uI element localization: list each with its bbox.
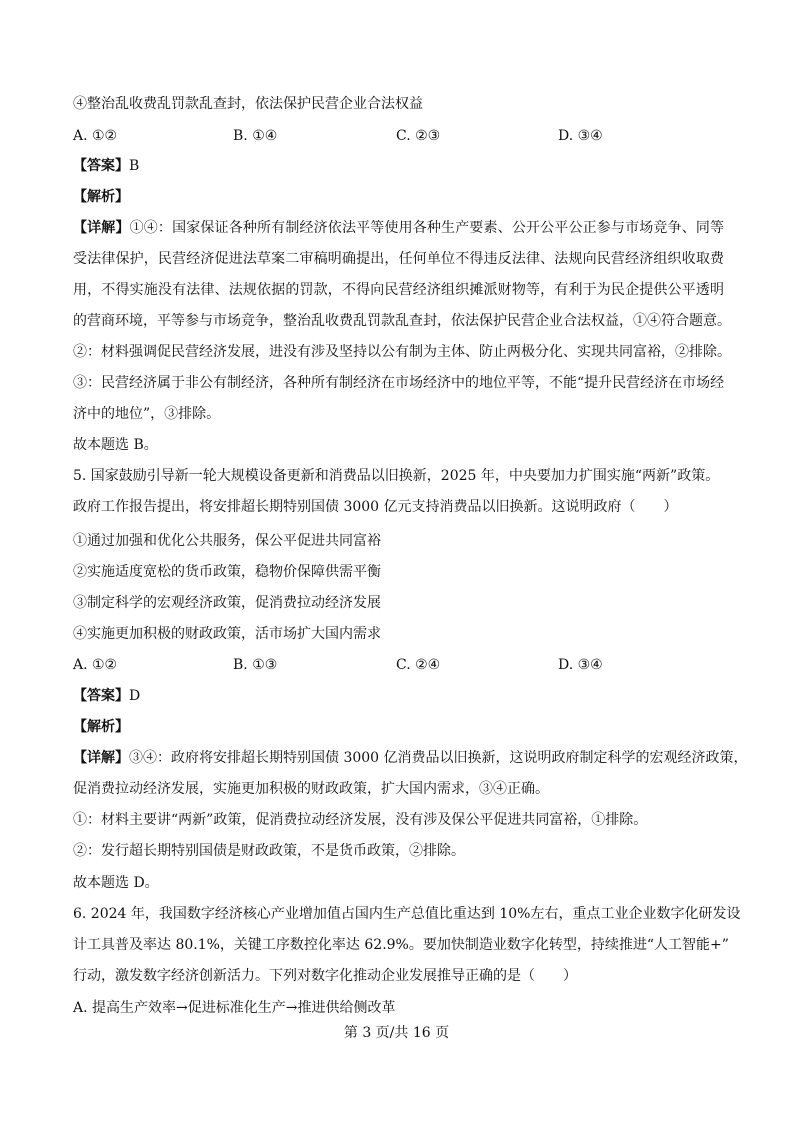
q5-stem-line-1: 5. 国家鼓励引导新一轮大规模设备更新和消费品以旧换新，2025 年，中央要加力扩围实施“两新”政策。 <box>73 468 720 484</box>
answer-value: B <box>129 158 140 174</box>
q4-note-3-line-1: ③：民营经济属于非公有制经济，各种所有制经济在市场经济中的地位平等，不能“提升民营经济在市场经 <box>73 375 725 391</box>
q4-option-b: B. ①④ <box>233 128 278 144</box>
q4-detail-line-4: 的营商环境，平等参与市场竞争，整治乱收费乱罚款乱查封，依法保护民营企业合法权益，①④符合题意。 <box>73 313 731 329</box>
q6-option-a: A. 提高生产效率→促进标准化生产→推进供给侧改革 <box>73 1000 396 1016</box>
q5-note-1: ①：材料主要讲“两新”政策，促消费拉动经济发展，没有涉及保公平促进共同富裕，①排除。 <box>73 812 648 828</box>
q5-option-c: C. ②④ <box>396 657 441 673</box>
q5-detail-line-2: 促消费拉动经济发展，实施更加积极的财政政策，扩大国内需求，③④正确。 <box>73 781 549 797</box>
q5-conclusion: 故本题选 D。 <box>73 875 159 891</box>
q6-stem-line-2: 计工具普及率达 80.1%，关键工序数控化率达 62.9%。要加快制造业数字化转型，持续推进“人工智能+” <box>73 937 729 953</box>
q5-stem-line-2: 政府工作报告提出，将安排超长期特别国债 3000 亿元支持消费品以旧换新。这说明政府（ ） <box>73 499 678 515</box>
q4-conclusion: 故本题选 B。 <box>73 437 158 453</box>
detail-tag: 【详解】 <box>73 220 130 236</box>
q4-option-a: A. ①② <box>73 128 118 144</box>
q5-analysis-heading <box>73 717 129 737</box>
analysis-tag: 【解析】 <box>73 189 129 205</box>
analysis-tag: 【解析】 <box>73 719 129 735</box>
q4-answer <box>73 156 139 176</box>
q4-item-4: ④整治乱收费乱罚款乱查封，依法保护民营企业合法权益 <box>73 96 423 112</box>
q4-detail-line-2: 受法律保护，民营经济促进法草案二审稿明确提出，任何单位不得违反法律、法规向民营经济组织收取费 <box>73 251 724 267</box>
q4-detail-line-1: 【详解】①④：国家保证各种所有制经济依法平等使用各种生产要素、公开公平公正参与市场竞争、同等 <box>73 220 725 236</box>
q5-answer <box>73 686 140 706</box>
q4-note-2: ②：材料强调促民营经济发展，进没有涉及坚持以公有制为主体、防止两极分化、实现共同富裕，②排除。 <box>73 344 731 360</box>
q5-option-d: D. ③④ <box>558 657 603 673</box>
q6-stem-line-1: 6. 2024 年，我国数字经济核心产业增加值占国内生产总值比重达到 10%左右，重点工业企业数字化研发设 <box>73 906 741 922</box>
q5-item-1: ①通过加强和优化公共服务，保公平促进共同富裕 <box>73 533 381 549</box>
answer-tag: 【答案】 <box>73 688 129 704</box>
q4-detail-line-3: 用，不得实施没有法律、法规依据的罚款，不得向民营经济组织摊派财物等，有利于为民企提供公平透明 <box>73 282 724 298</box>
page-number-footer: 第 3 页/共 16 页 <box>343 1025 450 1041</box>
q5-note-2: ②：发行超长期特别国债是财政政策，不是货币政策，②排除。 <box>73 843 465 859</box>
q5-item-3: ③制定科学的宏观经济政策，促消费拉动经济发展 <box>73 595 381 611</box>
q6-stem-line-3: 行动，激发数字经济创新活力。下列对数字化推动企业发展推导正确的是（ ） <box>73 968 577 984</box>
q5-detail-line-1: 【详解】③④：政府将安排超长期特别国债 3000 亿消费品以旧换新，这说明政府制定科学的宏观经济政策， <box>73 750 748 766</box>
q5-item-4: ④实施更加积极的财政政策，活市场扩大国内需求 <box>73 626 381 642</box>
q4-option-c: C. ②③ <box>396 128 441 144</box>
q5-item-2: ②实施适度宽松的货币政策，稳物价保障供需平衡 <box>73 564 381 580</box>
q5-option-a: A. ①② <box>73 657 118 673</box>
detail-tag: 【详解】 <box>73 750 129 766</box>
q5-option-b: B. ①③ <box>233 657 278 673</box>
q4-analysis-heading <box>73 187 129 207</box>
answer-value: D <box>129 688 141 704</box>
q4-note-3-line-2: 济中的地位”，③排除。 <box>73 406 221 422</box>
answer-tag: 【答案】 <box>73 158 129 174</box>
q4-option-d: D. ③④ <box>558 128 603 144</box>
